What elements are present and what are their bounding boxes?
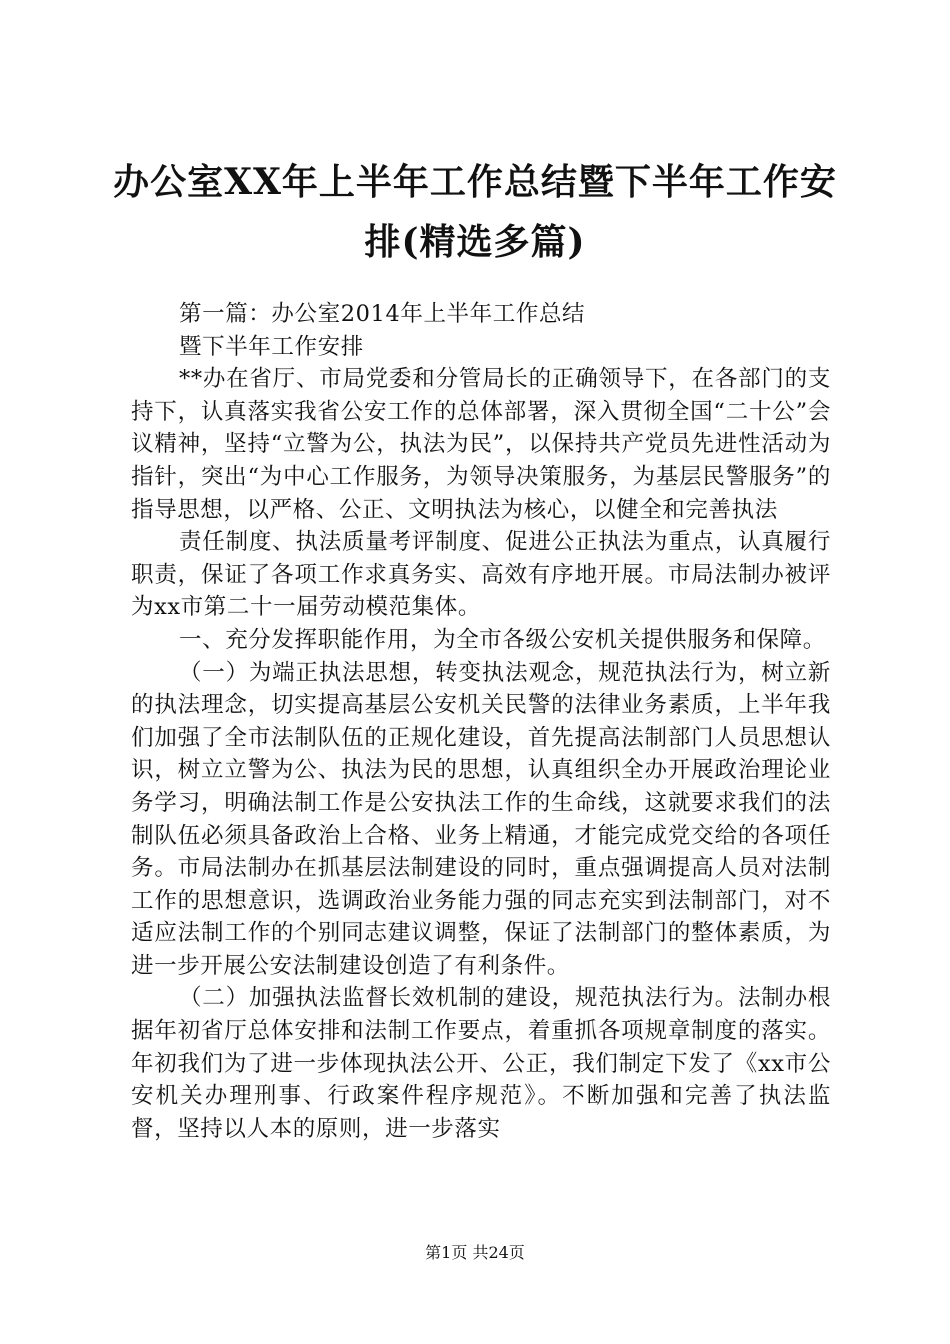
page-footer: 第1页 共24页 <box>425 1243 525 1262</box>
paragraph: （二）加强执法监督长效机制的建设，规范执法行为。法制办根据年初省厅总体安排和法制工作要点，着重抓各项规章制度的落实。年初我们为了进一步体现执法公开、公正，我们制定下发了《xx市公安机关办理刑事、行政案件程序规范》。不断加强和完善了执法监督，坚持以人本的原则，进一步落实 <box>131 985 831 1142</box>
document-title-line-2: 排(精选多篇) <box>364 221 586 263</box>
paragraph: **办在省厅、市局党委和分管局长的正确领导下，在各部门的支持下，认真落实我省公安工作的总体部署，深入贯彻全国“二十公”会议精神，坚持“立警为公，执法为民”，以保持共产党员先进性活动为指针，突出“为中心工作服务，为领导决策服务，为基层民警服务”的指导思想，以严格、公正、文明执法为核心，以健全和完善执法 <box>131 366 831 523</box>
paragraph: 一、充分发挥职能作用，为全市各级公安机关提供服务和保障。 <box>179 626 826 653</box>
paragraph-section-heading: 第一篇：办公室2014年上半年工作总结 <box>179 301 586 327</box>
document-body <box>131 298 831 1145</box>
paragraph: 责任制度、执法质量考评制度、促进公正执法为重点，认真履行职责，保证了各项工作求真务实、高效有序地开展。市局法制办被评为xx市第二十一届劳动模范集体。 <box>131 529 831 621</box>
paragraph: （一）为端正执法思想，转变执法观念，规范执法行为，树立新的执法理念，切实提高基层公安机关民警的法律业务素质，上半年我们加强了全市法制队伍的正规化建设，首先提高法制部门人员思想认识，树立立警为公、执法为民的思想，认真组织全办开展政治理论业务学习，明确法制工作是公安执法工作的生命线，这就要求我们的法制队伍必须具备政治上合格、业务上精通，才能完成党交给的各项任务。市局法制办在抓基层法制建设的同时，重点强调提高人员对法制工作的思想意识，选调政治业务能力强的同志充实到法制部门，对不适应法制工作的个别同志建议调整，保证了法制部门的整体素质，为进一步开展公安法制建设创造了有利条件。 <box>131 659 831 979</box>
paragraph-section-heading-cont: 暨下半年工作安排 <box>179 333 364 360</box>
document-title-line-1: 办公室XX年上半年工作总结暨下半年工作安 <box>113 161 837 203</box>
